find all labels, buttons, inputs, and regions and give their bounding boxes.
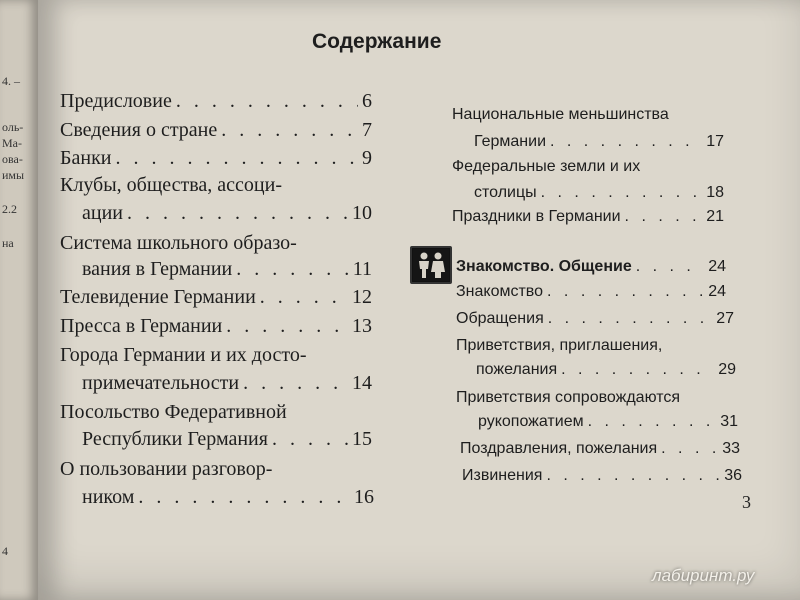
page-title: Содержание: [312, 30, 442, 53]
toc-entry-line: Система школьного образо-: [60, 232, 297, 254]
page-number: 3: [742, 492, 751, 512]
toc-entry-line: Национальные меньшинства: [452, 106, 669, 123]
toc-entry: ации . . . 10: [82, 202, 372, 225]
margin-fragment: Ма-: [2, 136, 22, 150]
toc-entry: Банки . . . 9: [60, 147, 372, 170]
people-icon: [410, 246, 452, 284]
toc-entry: Знакомство . . . 24: [456, 283, 726, 301]
toc-entry: ником . . . 16: [82, 486, 374, 509]
toc-entry-line: Федеральные земли и их: [452, 158, 641, 175]
toc-entry: Сведения о стране . . . 7: [60, 119, 372, 142]
margin-fragment: 4: [2, 544, 8, 558]
margin-fragment: ова-: [2, 152, 23, 166]
toc-entry: вания в Германии . . . 11: [82, 258, 372, 281]
previous-page-edge: [0, 0, 38, 600]
margin-fragment: 4. –: [2, 74, 20, 88]
margin-fragment: на: [2, 236, 14, 250]
watermark: лабиринт.ру: [652, 566, 755, 585]
toc-entry: Поздравления, пожелания . . . 33: [460, 440, 740, 458]
margin-fragment: оль-: [2, 120, 24, 134]
toc-entry: Пресса в Германии . . . 13: [60, 315, 372, 338]
margin-fragment: 2.2: [2, 202, 17, 216]
toc-entry: рукопожатием . . . 31: [478, 413, 738, 431]
toc-entry: Предисловие . . . 6: [60, 90, 372, 113]
toc-entry: Республики Германия . . . 15: [82, 428, 372, 451]
toc-entry-line: Посольство Федеративной: [60, 401, 287, 423]
toc-entry: Обращения . . . 27: [456, 310, 734, 328]
toc-entry-line: Города Германии и их досто-: [60, 344, 307, 366]
toc-entry: примечательности . . . 14: [82, 372, 372, 395]
toc-entry-line: Клубы, общества, ассоци-: [60, 174, 282, 196]
toc-entry-line: О пользовании разговор-: [60, 458, 273, 480]
toc-entry-line: Приветствия, приглашения,: [456, 337, 663, 354]
toc-entry: пожелания . . . 29: [476, 361, 736, 379]
toc-entry: Германии . . . 17: [474, 133, 724, 151]
toc-entry: Телевидение Германии . . . 12: [60, 286, 372, 309]
toc-entry: столицы . . . 18: [474, 184, 724, 202]
toc-section-heading: Знакомство. Общение . . . 24: [456, 258, 726, 276]
toc-entry: Извинения . . . 36: [462, 467, 742, 485]
toc-entry: Праздники в Германии . . . 21: [452, 208, 724, 226]
margin-fragment: имы: [2, 168, 25, 182]
toc-entry-line: Приветствия сопровождаются: [456, 389, 681, 406]
